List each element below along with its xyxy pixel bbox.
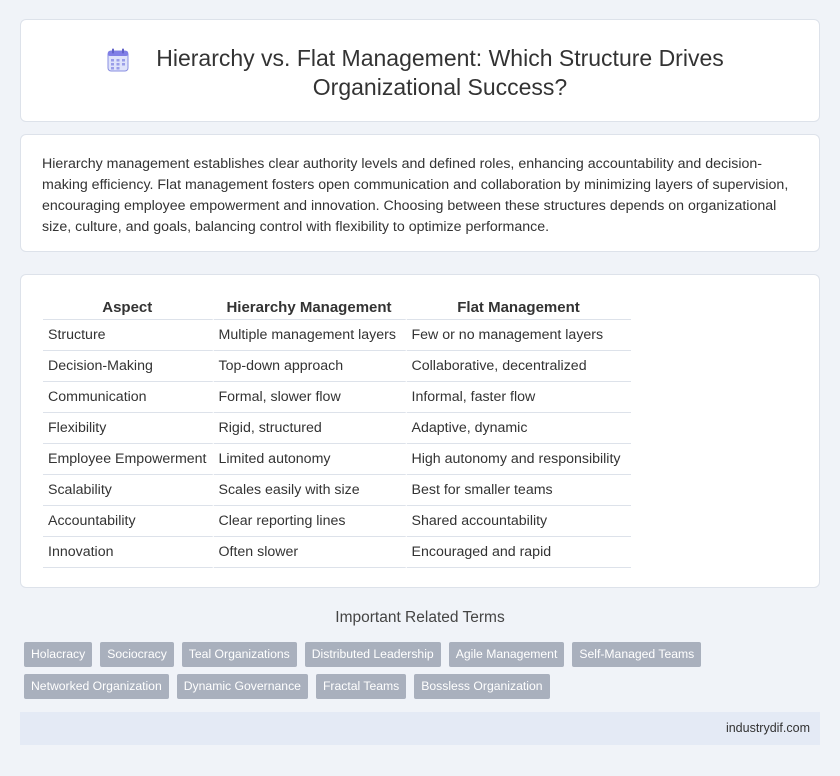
cell-hierarchy: Top-down approach [214,351,407,382]
cell-aspect: Accountability [43,506,214,537]
cell-aspect: Flexibility [43,413,214,444]
cell-flat: Best for smaller teams [407,475,631,506]
table-row [43,413,631,444]
cell-aspect: Employee Empowerment [43,444,214,475]
cell-flat: Informal, faster flow [407,382,631,413]
comparison-table [43,294,631,568]
comparison-table-card [20,274,820,588]
intro-paragraph: Hierarchy management establishes clear authority levels and defined roles, enhancing accountability and decision-making efficiency. Flat management fosters open communication and collaboration by minimizing layers of supervision, encouraging employee empowerment and innovation. Choosing between these structures depends on organizational size, culture, and goals, balancing control with flexibility to optimize performance. [42,156,789,235]
footer-bar [20,712,820,745]
tag-bossless-organization[interactable]: Bossless Organization [414,674,549,699]
title-wrap [21,44,819,102]
tag-fractal-teams[interactable]: Fractal Teams [316,674,406,699]
table-header-row [43,294,631,320]
cell-aspect: Innovation [43,537,214,568]
tag-holacracy[interactable]: Holacracy [24,642,92,667]
title-card [20,19,820,122]
cell-hierarchy: Clear reporting lines [214,506,407,537]
tag-self-managed-teams[interactable]: Self-Managed Teams [572,642,701,667]
tag-row [24,642,724,667]
table-row [43,351,631,382]
cell-flat: Collaborative, decentralized [407,351,631,382]
tag-agile-management[interactable]: Agile Management [449,642,565,667]
cell-flat: High autonomy and responsibility [407,444,631,475]
tag-teal-organizations[interactable]: Teal Organizations [182,642,297,667]
intro-card [20,134,820,252]
cell-aspect: Scalability [43,475,214,506]
footer-site[interactable]: industrydif.com [725,721,810,735]
cell-aspect: Structure [43,320,214,351]
related-terms-tags [24,642,724,706]
cell-aspect: Communication [43,382,214,413]
related-terms-heading: Important Related Terms [335,609,505,626]
tag-distributed-leadership[interactable]: Distributed Leadership [305,642,441,667]
cell-aspect: Decision-Making [43,351,214,382]
header-aspect: Aspect [43,294,214,320]
cell-hierarchy: Scales easily with size [214,475,407,506]
tag-sociocracy[interactable]: Sociocracy [100,642,174,667]
cell-hierarchy: Rigid, structured [214,413,407,444]
tag-networked-organization[interactable]: Networked Organization [24,674,169,699]
page-title: Hierarchy vs. Flat Management: Which Structure Drives Organizational Success? [156,45,724,100]
table-row [43,444,631,475]
cell-hierarchy: Limited autonomy [214,444,407,475]
cell-flat: Shared accountability [407,506,631,537]
cell-hierarchy: Often slower [214,537,407,568]
header-flat: Flat Management [407,294,631,320]
cell-flat: Few or no management layers [407,320,631,351]
table-row [43,506,631,537]
tag-row [24,674,724,699]
table-row [43,475,631,506]
header-hierarchy: Hierarchy Management [214,294,407,320]
cell-flat: Encouraged and rapid [407,537,631,568]
tag-dynamic-governance[interactable]: Dynamic Governance [177,674,308,699]
calendar-icon [107,48,129,72]
table-row [43,382,631,413]
cell-hierarchy: Multiple management layers [214,320,407,351]
cell-hierarchy: Formal, slower flow [214,382,407,413]
table-row [43,537,631,568]
cell-flat: Adaptive, dynamic [407,413,631,444]
table-row [43,320,631,351]
